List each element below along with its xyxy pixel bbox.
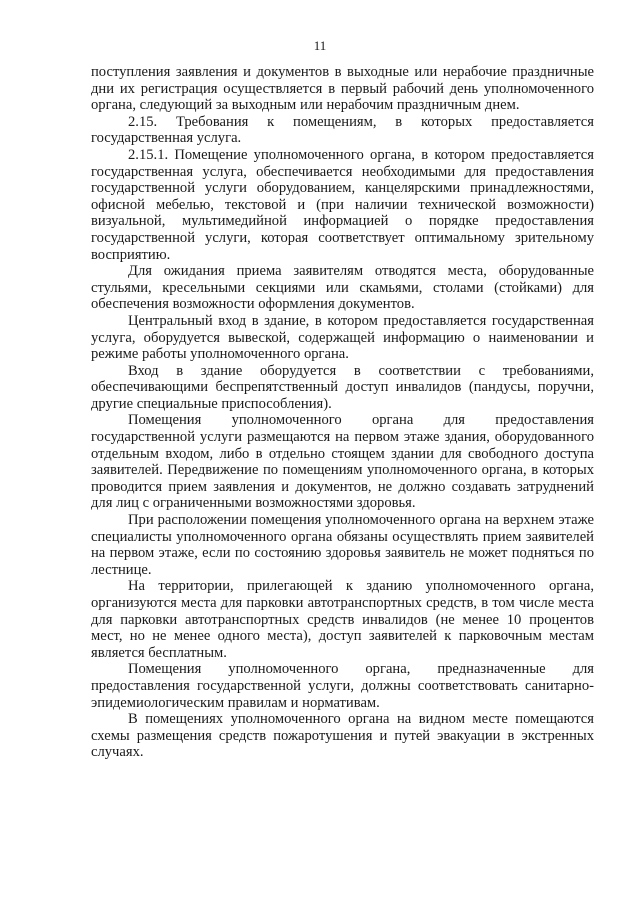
paragraph-central-entrance: Центральный вход в здание, в котором предоставляется государственная услуга, оборудуется вывеской, содержащей информацию о наименовании и режиме работы уполномоченного органа. [91, 312, 594, 363]
paragraph-continuation: поступления заявления и документов в выходные или нерабочие праздничные дни их регистрация осуществляется в первый рабочий день уполномоченного органа, следующий за выходным или нерабочим праздничным днем. [91, 64, 594, 114]
paragraph-waiting-places: Для ожидания приема заявителям отводятся места, оборудованные стульями, кресельными секциями или скамьями, столами (стойками) для обеспечения возможности оформления документов. [91, 263, 594, 313]
page-number: 11 [313, 38, 327, 53]
paragraph-premises-location: Помещения уполномоченного органа для предоставления государственной услуги размещаются на первом этаже здания, оборудованного отдельным входом, либо в отдельно стоящем здании для свободного доступа заявителей. Передвижение по помещениям уполномоченного органа, в которых проводится прием заявления и документов, не должно создавать затруднений для лиц с ограниченными возможностями здоровья. [91, 412, 594, 512]
paragraph-entrance-accessibility: Вход в здание оборудуется в соответствии с требованиями, обеспечивающими беспрепятственный доступ инвалидов (пандусы, поручни, другие специальные приспособления). [91, 362, 594, 412]
paragraph-2-15-1: 2.15.1. Помещение уполномоченного органа, в котором предоставляется государственная услуга, обеспечивается необходимыми для предоставления государственной услуги оборудованием, канцелярскими принадлежностями, офисной мебелью, текстовой и (при наличии технической возможности) визуальной, мультимедийной информацией о порядке предоставления государственной услуги, которая соответствует оптимальному зрительному восприятию. [91, 146, 594, 263]
document-body [91, 64, 594, 761]
paragraph-sanitary: Помещения уполномоченного органа, предназначенные для предоставления государственной услуги, должны соответствовать санитарно-эпидемиологическим правилам и нормативам. [91, 661, 594, 711]
paragraph-parking: На территории, прилегающей к зданию уполномоченного органа, организуются места для парковки автотранспортных средств, в том числе места для парковки автотранспортных средств инвалидов (не менее 10 процентов мест, но не менее одного места), доступ заявителей к парковочным местам является бесплатным. [91, 578, 594, 661]
paragraph-upper-floor: При расположении помещения уполномоченного органа на верхнем этаже специалисты уполномоченного органа обязаны осуществлять прием заявителей на первом этаже, если по состоянию здоровья заявитель не может подняться по лестнице. [91, 512, 594, 578]
paragraph-2-15-heading: 2.15. Требования к помещениям, в которых предоставляется государственная услуга. [91, 113, 594, 147]
paragraph-evacuation: В помещениях уполномоченного органа на видном месте помещаются схемы размещения средств пожаротушения и путей эвакуации в экстренных случаях. [91, 711, 594, 761]
